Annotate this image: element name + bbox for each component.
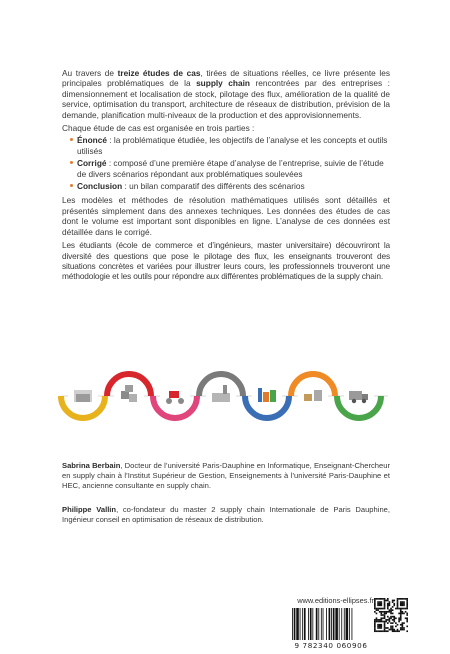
qr-module <box>400 604 402 606</box>
barcode-bar <box>310 608 312 640</box>
qr-module <box>400 598 402 600</box>
qr-module <box>390 626 392 628</box>
qr-module <box>390 627 392 629</box>
qr-module <box>382 630 384 632</box>
qr-module <box>384 616 386 618</box>
qr-module <box>380 621 382 623</box>
qr-module <box>377 626 379 628</box>
qr-module <box>392 609 394 611</box>
intro-text: Au travers de <box>62 68 118 78</box>
audience-paragraph: Les étudiants (école de commerce et d’ingénieurs, master universitaire) découvriront la diversité des questions que pose le pilotage des flux, les enseignants trouveront des situations concrètes et variées pour illustrer leurs cours, les professionnels trouveront une méthodologie et les outils pour répondre aux différentes problématiques de la supply chain. <box>62 240 390 282</box>
qr-module <box>392 629 394 631</box>
qr-module <box>377 619 379 621</box>
qr-module <box>374 606 376 608</box>
qr-module <box>400 601 402 603</box>
qr-module <box>392 616 394 618</box>
qr-module <box>379 603 381 605</box>
qr-module <box>384 617 386 619</box>
qr-module <box>397 598 399 600</box>
barcode-bar <box>349 608 350 640</box>
qr-module <box>376 598 378 600</box>
qr-module <box>402 604 404 606</box>
qr-module <box>390 609 392 611</box>
qr-module <box>376 608 378 610</box>
qr-module <box>393 621 395 623</box>
qr-module <box>377 609 379 611</box>
qr-module <box>403 601 405 603</box>
qr-module <box>387 627 389 629</box>
qr-module <box>397 624 399 626</box>
qr-module <box>397 600 399 602</box>
qr-module <box>402 622 404 624</box>
qr-module <box>405 598 407 600</box>
qr-module <box>376 630 378 632</box>
qr-module <box>377 608 379 610</box>
qr-module <box>398 608 400 610</box>
qr-module <box>379 619 381 621</box>
barcode-bar <box>300 608 301 640</box>
qr-code-icon <box>374 594 408 640</box>
intro-text: rencontrées par des entreprises : dimensionnement et localisation de stock, pilotage des flux, amélioration de la qualité de service, optimisation du transport, architecture de réseaux de distribution, prévision de la demande, planification multi-niveaux de la production et des approvisionnements. <box>62 78 390 120</box>
qr-module <box>377 630 379 632</box>
qr-module <box>400 611 402 613</box>
description <box>62 68 390 285</box>
qr-module <box>384 601 386 603</box>
methods-paragraph: Les modèles et méthodes de résolution mathématiques utilisés sont détaillés et présentés simplement dans des annexes techniques. Les données des études de cas dont le volume est important sont disponibles en ligne. L’analyse de ces données est détaillée dans le corrigé. <box>62 195 390 237</box>
qr-module <box>406 608 408 610</box>
qr-module <box>389 621 391 623</box>
qr-module <box>395 608 397 610</box>
qr-module <box>377 601 379 603</box>
qr-module <box>380 624 382 626</box>
qr-module <box>389 611 391 613</box>
qr-module <box>387 611 389 613</box>
qr-module <box>384 629 386 631</box>
qr-module <box>398 598 400 600</box>
qr-module <box>406 601 408 603</box>
barcode-bar <box>346 608 349 640</box>
qr-module <box>405 611 407 613</box>
qr-module <box>392 613 394 615</box>
barcode-bar <box>339 608 340 640</box>
qr-module <box>402 627 404 629</box>
qr-module <box>374 629 376 631</box>
qr-module <box>400 624 402 626</box>
qr-module <box>403 608 405 610</box>
list-item-term: Corrigé <box>77 158 107 169</box>
qr-module <box>406 598 408 600</box>
qr-module <box>387 619 389 621</box>
warehouse-icon <box>74 390 92 402</box>
author-name: Philippe Vallin <box>62 505 117 514</box>
qr-module <box>406 617 408 619</box>
qr-module <box>389 609 391 611</box>
qr-module <box>380 598 382 600</box>
qr-module <box>389 604 391 606</box>
author-name: Sabrina Berbain <box>62 461 121 470</box>
qr-module <box>406 606 408 608</box>
qr-module <box>385 627 387 629</box>
intro-bold: supply chain <box>196 78 250 89</box>
qr-module <box>392 601 394 603</box>
qr-module <box>377 598 379 600</box>
qr-module <box>397 604 399 606</box>
qr-module <box>393 604 395 606</box>
qr-module <box>406 621 408 623</box>
qr-module <box>387 616 389 618</box>
qr-module <box>376 617 378 619</box>
list-item <box>70 135 390 156</box>
qr-module <box>380 617 382 619</box>
qr-module <box>384 613 386 615</box>
author-bio-1 <box>62 461 390 491</box>
qr-module <box>406 626 408 628</box>
qr-module <box>398 619 400 621</box>
barcode-bar <box>335 608 338 640</box>
qr-module <box>379 608 381 610</box>
qr-module <box>382 617 384 619</box>
qr-module <box>398 621 400 623</box>
qr-module <box>406 604 408 606</box>
qr-module <box>382 614 384 616</box>
qr-module <box>392 626 394 628</box>
qr-module <box>385 613 387 615</box>
qr-module <box>387 600 389 602</box>
qr-module <box>392 619 394 621</box>
qr-module <box>406 619 408 621</box>
qr-module <box>384 630 386 632</box>
qr-module <box>389 629 391 631</box>
rings-illustration <box>58 362 392 432</box>
list-item-text: : la problématique étudiée, les objectifs de l’analyse et les concepts et outils utilisés <box>77 135 388 156</box>
qr-module <box>393 600 395 602</box>
author-bio-text: , Docteur de l’université Paris-Dauphine en Informatique, Enseignant-Chercheur en supply chain à l’Institut Supérieur de Gestion, Enseignements à l’université Paris-Dauphine et HEC, ancienne consultante en supply chain. <box>62 461 390 490</box>
barcode <box>290 608 372 642</box>
qr-module <box>398 617 400 619</box>
qr-module <box>389 601 391 603</box>
qr-module <box>403 604 405 606</box>
qr-module <box>393 616 395 618</box>
qr-module <box>379 604 381 606</box>
qr-module <box>380 604 382 606</box>
qr-module <box>395 622 397 624</box>
qr-module <box>390 629 392 631</box>
barcode-bar <box>304 608 306 640</box>
barcode-bar <box>292 608 293 640</box>
qr-module <box>390 622 392 624</box>
qr-module <box>402 601 404 603</box>
qr-module <box>400 603 402 605</box>
qr-module <box>380 619 382 621</box>
qr-module <box>402 598 404 600</box>
qr-module <box>384 606 386 608</box>
qr-module <box>387 608 389 610</box>
qr-module <box>402 603 404 605</box>
barcode-bar <box>312 608 313 640</box>
qr-module <box>384 622 386 624</box>
qr-module <box>397 629 399 631</box>
qr-module <box>374 630 376 632</box>
qr-module <box>384 614 386 616</box>
qr-module <box>379 630 381 632</box>
qr-module <box>390 611 392 613</box>
ring-center <box>298 381 328 411</box>
qr-module <box>380 603 382 605</box>
qr-module <box>390 616 392 618</box>
qr-module <box>397 630 399 632</box>
qr-module <box>405 617 407 619</box>
list-item-text: : composé d’une première étape d’analyse de l’entreprise, suivie de l’étude de divers scénarios répondant aux problématiques soulevées <box>77 158 384 179</box>
qr-module <box>400 617 402 619</box>
barcode-bar <box>341 608 342 640</box>
qr-module <box>392 600 394 602</box>
barcode-bar <box>333 608 335 640</box>
qr-module <box>405 608 407 610</box>
intro-text: , tirées de situations réelles, ce livre présente les principales problématiques de la <box>62 68 390 89</box>
parts-list <box>70 135 390 191</box>
qr-module <box>374 598 376 600</box>
qr-module <box>385 611 387 613</box>
qr-module <box>400 614 402 616</box>
barcode-bar <box>318 608 319 640</box>
qr-module <box>389 617 391 619</box>
qr-module <box>402 613 404 615</box>
qr-module <box>385 630 387 632</box>
qr-module <box>395 630 397 632</box>
qr-module <box>389 603 391 605</box>
qr-module <box>374 608 376 610</box>
qr-module <box>374 624 376 626</box>
qr-module <box>374 621 376 623</box>
author-bio-2 <box>62 505 390 525</box>
barcode-bar <box>344 608 345 640</box>
qr-module <box>380 601 382 603</box>
qr-module <box>400 619 402 621</box>
qr-module <box>400 609 402 611</box>
qr-module <box>403 613 405 615</box>
qr-module <box>400 629 402 631</box>
qr-module <box>376 619 378 621</box>
qr-module <box>406 613 408 615</box>
qr-module <box>397 606 399 608</box>
barcode-bar <box>326 608 327 640</box>
qr-module <box>384 624 386 626</box>
qr-module <box>390 613 392 615</box>
qr-module <box>402 611 404 613</box>
qr-module <box>400 616 402 618</box>
qr-module <box>406 614 408 616</box>
qr-module <box>393 617 395 619</box>
qr-module <box>374 611 376 613</box>
qr-module <box>403 629 405 631</box>
qr-module <box>380 614 382 616</box>
qr-module <box>392 622 394 624</box>
qr-module <box>376 613 378 615</box>
isbn-number: 9 782340 060906 <box>294 641 368 650</box>
qr-module <box>382 598 384 600</box>
barcode-bar <box>352 608 353 640</box>
qr-module <box>374 622 376 624</box>
list-item <box>70 181 390 191</box>
qr-module <box>380 611 382 613</box>
qr-module <box>392 627 394 629</box>
barcode-bar <box>316 608 318 640</box>
qr-module <box>379 601 381 603</box>
qr-module <box>377 621 379 623</box>
qr-module <box>393 619 395 621</box>
qr-module <box>377 604 379 606</box>
list-item-term: Conclusion <box>77 181 123 192</box>
qr-module <box>382 608 384 610</box>
qr-module <box>374 619 376 621</box>
qr-module <box>402 626 404 628</box>
qr-module <box>400 613 402 615</box>
qr-module <box>374 604 376 606</box>
qr-module <box>374 627 376 629</box>
qr-module <box>389 619 391 621</box>
qr-module <box>380 626 382 628</box>
qr-module <box>384 627 386 629</box>
qr-module <box>387 622 389 624</box>
qr-module <box>397 608 399 610</box>
qr-module <box>395 626 397 628</box>
qr-module <box>385 600 387 602</box>
qr-module <box>387 604 389 606</box>
list-item-text: : un bilan comparatif des différents des scénarios <box>122 181 305 192</box>
qr-module <box>400 627 402 629</box>
qr-module <box>384 598 386 600</box>
qr-module <box>398 630 400 632</box>
intro-bold: treize études de cas <box>117 68 201 78</box>
qr-module <box>395 617 397 619</box>
barcode-bar <box>302 608 303 640</box>
qr-module <box>387 606 389 608</box>
qr-module <box>382 621 384 623</box>
qr-module <box>387 603 389 605</box>
qr-module <box>392 606 394 608</box>
qr-module <box>403 603 405 605</box>
list-item-term: Énoncé <box>77 135 107 146</box>
qr-module <box>379 626 381 628</box>
qr-module <box>379 621 381 623</box>
barcode-bar <box>321 608 322 640</box>
qr-module <box>379 611 381 613</box>
qr-module <box>380 627 382 629</box>
qr-module <box>377 603 379 605</box>
qr-module <box>377 627 379 629</box>
qr-module <box>400 608 402 610</box>
qr-module <box>392 630 394 632</box>
qr-module <box>380 613 382 615</box>
author-bio-text: , co-fondateur du master 2 supply chain Internationale de Paris Dauphine, Ingénieur conseil en optimisation de réseaux de distribution. <box>62 505 391 524</box>
qr-module <box>374 626 376 628</box>
qr-module <box>374 601 376 603</box>
qr-module <box>374 600 376 602</box>
qr-module <box>385 621 387 623</box>
barcode-bar <box>308 608 309 640</box>
qr-module <box>384 604 386 606</box>
qr-module <box>390 617 392 619</box>
qr-module <box>403 627 405 629</box>
qr-module <box>393 603 395 605</box>
qr-module <box>379 598 381 600</box>
barcode-bar <box>331 608 332 640</box>
qr-module <box>402 624 404 626</box>
qr-module <box>398 613 400 615</box>
barcode-bar <box>296 608 299 640</box>
qr-module <box>387 598 389 600</box>
structure-paragraph: Chaque étude de cas est organisée en trois parties : <box>62 123 255 134</box>
qr-module <box>384 611 386 613</box>
qr-module <box>384 626 386 628</box>
qr-module <box>384 608 386 610</box>
qr-module <box>380 608 382 610</box>
publisher-url[interactable]: www.editions-ellipses.fr <box>297 596 374 605</box>
qr-module <box>402 629 404 631</box>
qr-module <box>397 601 399 603</box>
intro-paragraph <box>62 68 390 120</box>
list-item <box>70 158 390 179</box>
qr-module <box>402 608 404 610</box>
qr-module <box>374 603 376 605</box>
qr-module <box>384 621 386 623</box>
qr-module <box>403 598 405 600</box>
qr-module <box>393 630 395 632</box>
qr-module <box>390 608 392 610</box>
qr-module <box>377 624 379 626</box>
qr-module <box>379 627 381 629</box>
qr-module <box>403 622 405 624</box>
qr-module <box>387 630 389 632</box>
qr-module <box>384 603 386 605</box>
qr-module <box>376 621 378 623</box>
barcode-bar <box>323 608 324 640</box>
qr-module <box>380 630 382 632</box>
qr-module <box>384 600 386 602</box>
qr-module <box>379 624 381 626</box>
qr-module <box>393 629 395 631</box>
qr-module <box>406 600 408 602</box>
qr-module <box>406 603 408 605</box>
qr-module <box>376 609 378 611</box>
barcode-bar <box>329 608 331 640</box>
qr-module <box>382 611 384 613</box>
qr-module <box>397 603 399 605</box>
qr-module <box>385 619 387 621</box>
qr-module <box>406 630 408 632</box>
barcode-bar <box>294 608 296 640</box>
